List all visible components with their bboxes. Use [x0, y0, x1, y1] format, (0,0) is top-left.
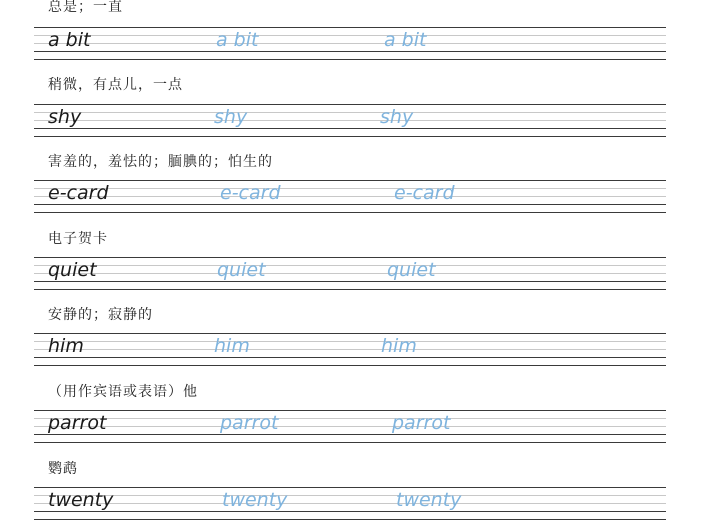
trace-word: parrot [392, 412, 451, 434]
vocab-word: e-card [48, 182, 109, 204]
writing-band [34, 487, 666, 520]
trace-word: e-card [394, 182, 455, 204]
vocab-word: a bit [48, 29, 91, 51]
meaning-text: 安静的；寂静的 [48, 307, 153, 323]
writing-band [34, 180, 666, 213]
writing-band [34, 257, 666, 290]
writing-band [34, 104, 666, 137]
trace-word: shy [214, 106, 248, 128]
vocab-word: parrot [48, 412, 107, 434]
writing-band [34, 27, 666, 60]
trace-word: a bit [216, 29, 259, 51]
meaning-text: 鹦鹉 [48, 461, 78, 477]
trace-word: shy [380, 106, 414, 128]
meaning-text: 总是；一直 [48, 0, 123, 15]
writing-band [34, 410, 666, 443]
vocab-word: him [48, 335, 84, 357]
trace-word: parrot [220, 412, 279, 434]
trace-word: him [381, 335, 417, 357]
meaning-text: 电子贺卡 [48, 231, 108, 247]
trace-word: quiet [387, 259, 436, 281]
vocab-word: twenty [48, 489, 114, 511]
trace-word: him [214, 335, 250, 357]
trace-word: twenty [222, 489, 288, 511]
meaning-text: 稍微，有点儿，一点 [48, 77, 183, 93]
vocab-word: shy [48, 106, 82, 128]
vocab-word: quiet [48, 259, 97, 281]
meaning-text: 害羞的，羞怯的；腼腆的；怕生的 [48, 154, 273, 170]
writing-band [34, 333, 666, 366]
meaning-text: （用作宾语或表语）他 [48, 384, 198, 400]
trace-word: quiet [217, 259, 266, 281]
trace-word: a bit [384, 29, 427, 51]
trace-word: twenty [396, 489, 462, 511]
trace-word: e-card [220, 182, 281, 204]
